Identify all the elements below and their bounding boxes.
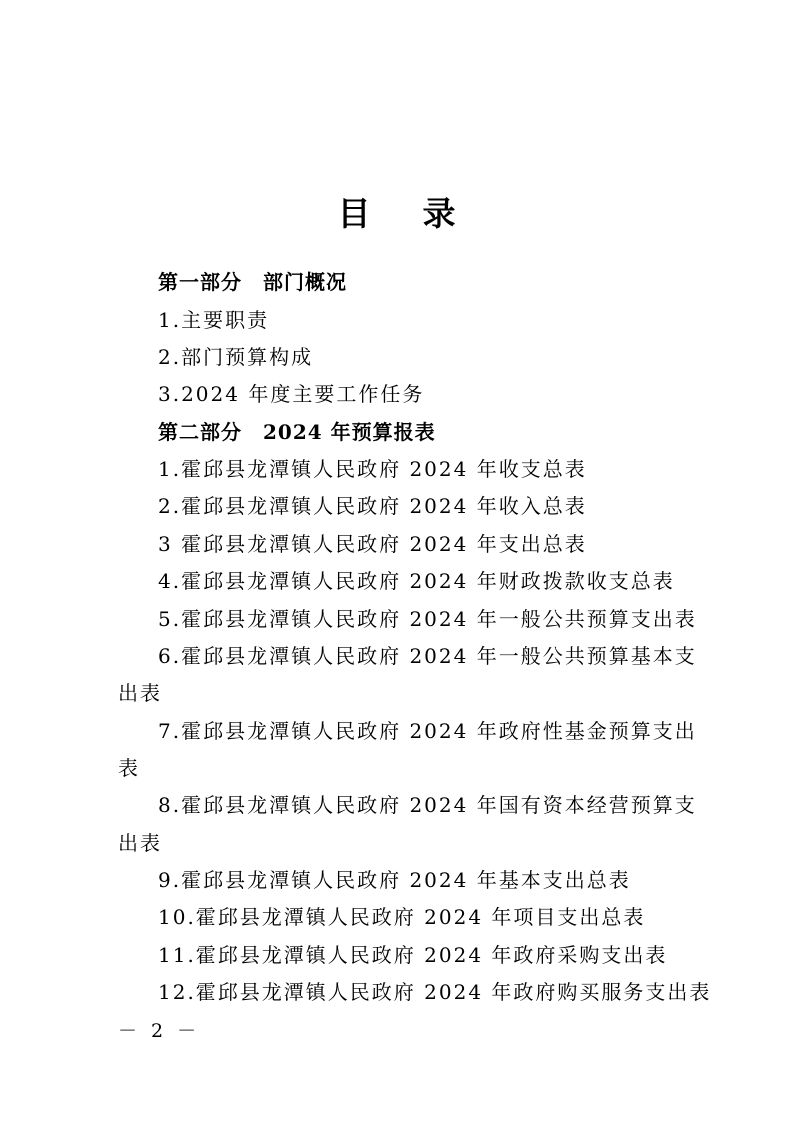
toc-item-part2-6: 6.霍邱县龙潭镇人民政府 2024 年一般公共预算基本支 — [158, 644, 697, 668]
toc-item-part2-11: 11.霍邱县龙潭镇人民政府 2024 年政府采购支出表 — [158, 943, 668, 967]
part2-heading: 第二部分 2024 年预算报表 — [158, 420, 436, 444]
toc-item-part2-7-continued: 表 — [118, 756, 140, 780]
toc-item-part2-2: 2.霍邱县龙潭镇人民政府 2024 年收入总表 — [158, 494, 587, 518]
toc-item-part2-1: 1.霍邱县龙潭镇人民政府 2024 年收支总表 — [158, 457, 587, 481]
toc-item-part2-10: 10.霍邱县龙潭镇人民政府 2024 年项目支出总表 — [158, 905, 646, 929]
toc-item-part1-2: 2.部门预算构成 — [158, 345, 314, 369]
toc-item-part2-3: 3 霍邱县龙潭镇人民政府 2024 年支出总表 — [158, 532, 587, 556]
toc-item-part1-3: 3.2024 年度主要工作任务 — [158, 382, 425, 406]
page-number: － 2 － — [118, 1020, 201, 1042]
toc-item-part2-9: 9.霍邱县龙潭镇人民政府 2024 年基本支出总表 — [158, 868, 631, 892]
toc-item-part2-4: 4.霍邱县龙潭镇人民政府 2024 年财政拨款收支总表 — [158, 569, 675, 593]
part1-heading: 第一部分 部门概况 — [158, 270, 347, 294]
toc-item-part2-8: 8.霍邱县龙潭镇人民政府 2024 年国有资本经营预算支 — [158, 793, 697, 817]
toc-item-part2-12: 12.霍邱县龙潭镇人民政府 2024 年政府购买服务支出表 — [158, 980, 712, 1004]
toc-item-part2-7: 7.霍邱县龙潭镇人民政府 2024 年政府性基金预算支出 — [158, 719, 697, 743]
toc-item-part1-1: 1.主要职责 — [158, 308, 270, 332]
toc-item-part2-5: 5.霍邱县龙潭镇人民政府 2024 年一般公共预算支出表 — [158, 607, 697, 631]
toc-title: 目录 — [337, 194, 508, 233]
toc-item-part2-6-continued: 出表 — [118, 681, 162, 705]
toc-item-part2-8-continued: 出表 — [118, 831, 162, 855]
